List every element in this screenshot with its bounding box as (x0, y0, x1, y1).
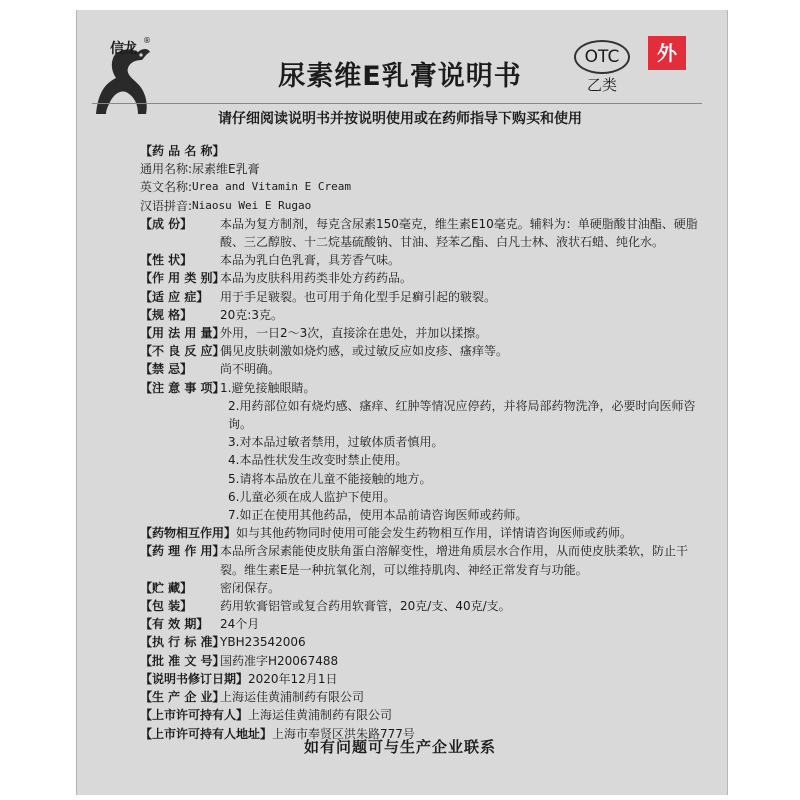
precautions-label: 【注 意 事 项】 (140, 380, 225, 395)
interactions-row (140, 524, 706, 542)
interactions-text: 如与其他药物同时使用可能会发生药物相互作用，详情请咨询医师或药师。 (236, 526, 633, 541)
spec-label: 【规 格】 (140, 307, 193, 322)
interactions-label: 【药物相互作用】 (140, 526, 237, 541)
ingredients-text: 本品为复方制剂，每克含尿素150毫克，维生素E10毫克。辅料为：单硬脂酸甘油酯、硬脂酸、三乙醇胺、十二烷基硫酸钠、甘油、羟苯乙酯、白凡士林、液状石蜡、纯化水。 (220, 216, 698, 250)
validity-row (140, 615, 706, 633)
precaution-item: 4.本品性状发生改变时禁止使用。 (228, 453, 408, 468)
indications-label: 【适 应 症】 (140, 289, 209, 304)
contra-text: 尚不明确。 (220, 362, 281, 377)
contra-label: 【禁 忌】 (140, 362, 193, 377)
package-text: 药用软膏铝管或复合药用软膏管，20克/支、40克/支。 (220, 599, 511, 614)
adverse-row (140, 342, 706, 360)
adverse-text: 偶见皮肤刺激如烧灼感，或过敏反应如皮疹、瘙痒等。 (220, 344, 509, 359)
generic-name-value: 尿素维E乳膏 (192, 162, 260, 177)
manufacturer-text: 上海运佳黄浦制药有限公司 (220, 690, 365, 705)
dosage-row (140, 324, 706, 342)
category-text: 本品为皮肤科用药类非处方药药品。 (220, 271, 413, 286)
pinyin-value: Niaosu Wei E Rugao (192, 198, 312, 212)
ingredients-row (140, 215, 706, 251)
page-title: 尿素维E乳膏说明书 (278, 61, 522, 92)
spec-row (140, 306, 706, 324)
english-name-label: 英文名称: (140, 180, 193, 195)
otc-class: 乙类 (587, 76, 618, 94)
english-name-row (140, 178, 706, 196)
precaution-item: 3.对本品过敏者禁用，过敏体质者慎用。 (228, 435, 444, 450)
holder-row (140, 706, 706, 724)
pinyin-row (140, 197, 706, 215)
header-divider (92, 103, 702, 104)
approval-label: 【批 准 文 号】 (140, 653, 225, 668)
spec-text: 20克:3克。 (220, 307, 283, 322)
holder-label: 【上市许可持有人】 (140, 708, 249, 723)
holder-address-label: 【上市许可持有人地址】 (140, 726, 273, 741)
registered-mark: ® (143, 36, 151, 45)
pharmacology-row (140, 542, 706, 578)
category-row (140, 269, 706, 287)
precaution-item: 2.用药部位如有烧灼感、瘙痒、红肿等情况应停药，并将局部药物洗净，必要时向医师咨询。 (228, 398, 696, 432)
revision-row (140, 670, 706, 688)
holder-text: 上海运佳黄浦制药有限公司 (248, 708, 393, 723)
standard-label: 【执 行 标 准】 (140, 635, 225, 650)
package-row (140, 597, 706, 615)
dosage-label: 【用 法 用 量】 (140, 326, 225, 341)
external-use-badge: 外 (648, 36, 686, 70)
revision-text: 2020年12月1日 (248, 671, 338, 686)
pinyin-label: 汉语拼音: (140, 198, 193, 213)
precaution-item: 6.儿童必须在成人监护下使用。 (228, 489, 396, 504)
indications-row (140, 288, 706, 306)
name-heading: 【药 品 名 称】 (140, 144, 225, 158)
category-label: 【作 用 类 别】 (140, 271, 225, 286)
manufacturer-label: 【生 产 企 业】 (140, 690, 225, 705)
validity-label: 【有 效 期】 (140, 617, 209, 632)
contact-note: 如有问题可与生产企业联系 (303, 738, 496, 756)
generic-name-label: 通用名称: (140, 162, 193, 177)
storage-text: 密闭保存。 (220, 580, 281, 595)
otc-badge: OTC (574, 40, 630, 74)
precautions-row (140, 379, 706, 397)
precaution-item: 1.避免接触眼睛。 (220, 380, 316, 395)
instruction-subtitle: 请仔细阅读说明书并按说明使用或在药师指导下购买和使用 (218, 111, 582, 127)
dosage-text: 外用，一日2～3次，直接涂在患处，并加以揉擦。 (220, 326, 488, 341)
indications-text: 用于手足皲裂。也可用于角化型手足癣引起的皲裂。 (220, 289, 497, 304)
leaflet-content (140, 142, 706, 743)
properties-label: 【性 状】 (140, 253, 193, 268)
standard-text: YBH23542006 (220, 635, 306, 650)
revision-label: 【说明书修订日期】 (140, 671, 249, 686)
storage-label: 【贮 藏】 (140, 580, 193, 595)
validity-text: 24个月 (220, 617, 260, 632)
holder-address-text: 上海市奉贤区洪朱路777号 (272, 726, 415, 741)
properties-text: 本品为乳白色乳膏，具芳香气味。 (220, 253, 401, 268)
storage-row (140, 579, 706, 597)
adverse-label: 【不 良 反 应】 (140, 344, 225, 359)
properties-row (140, 251, 706, 269)
approval-text: 国药准字H20067488 (220, 653, 339, 668)
precaution-item: 7.如正在使用其他药品，使用本品前请咨询医师或药师。 (228, 508, 528, 523)
brand-name: 信龙 (110, 41, 136, 57)
pharmacology-text: 本品所含尿素能使皮肤角蛋白溶解变性，增进角质层水合作用，从而使皮肤柔软，防止干裂。维生素E是一种抗氧化剂，可以维持肌肉、神经正常发育与功能。 (220, 544, 689, 577)
pharmacology-label: 【药 理 作 用】 (140, 544, 225, 559)
name-heading-row (140, 142, 706, 160)
english-name-value: Urea and Vitamin E Cream (192, 180, 351, 194)
contra-row (140, 360, 706, 378)
generic-name-row (140, 160, 706, 178)
manufacturer-row (140, 688, 706, 706)
standard-row (140, 633, 706, 651)
package-label: 【包 装】 (140, 599, 193, 614)
ingredients-label: 【成 份】 (140, 216, 193, 231)
approval-row (140, 652, 706, 670)
precaution-item: 5.请将本品放在儿童不能接触的地方。 (228, 471, 432, 486)
